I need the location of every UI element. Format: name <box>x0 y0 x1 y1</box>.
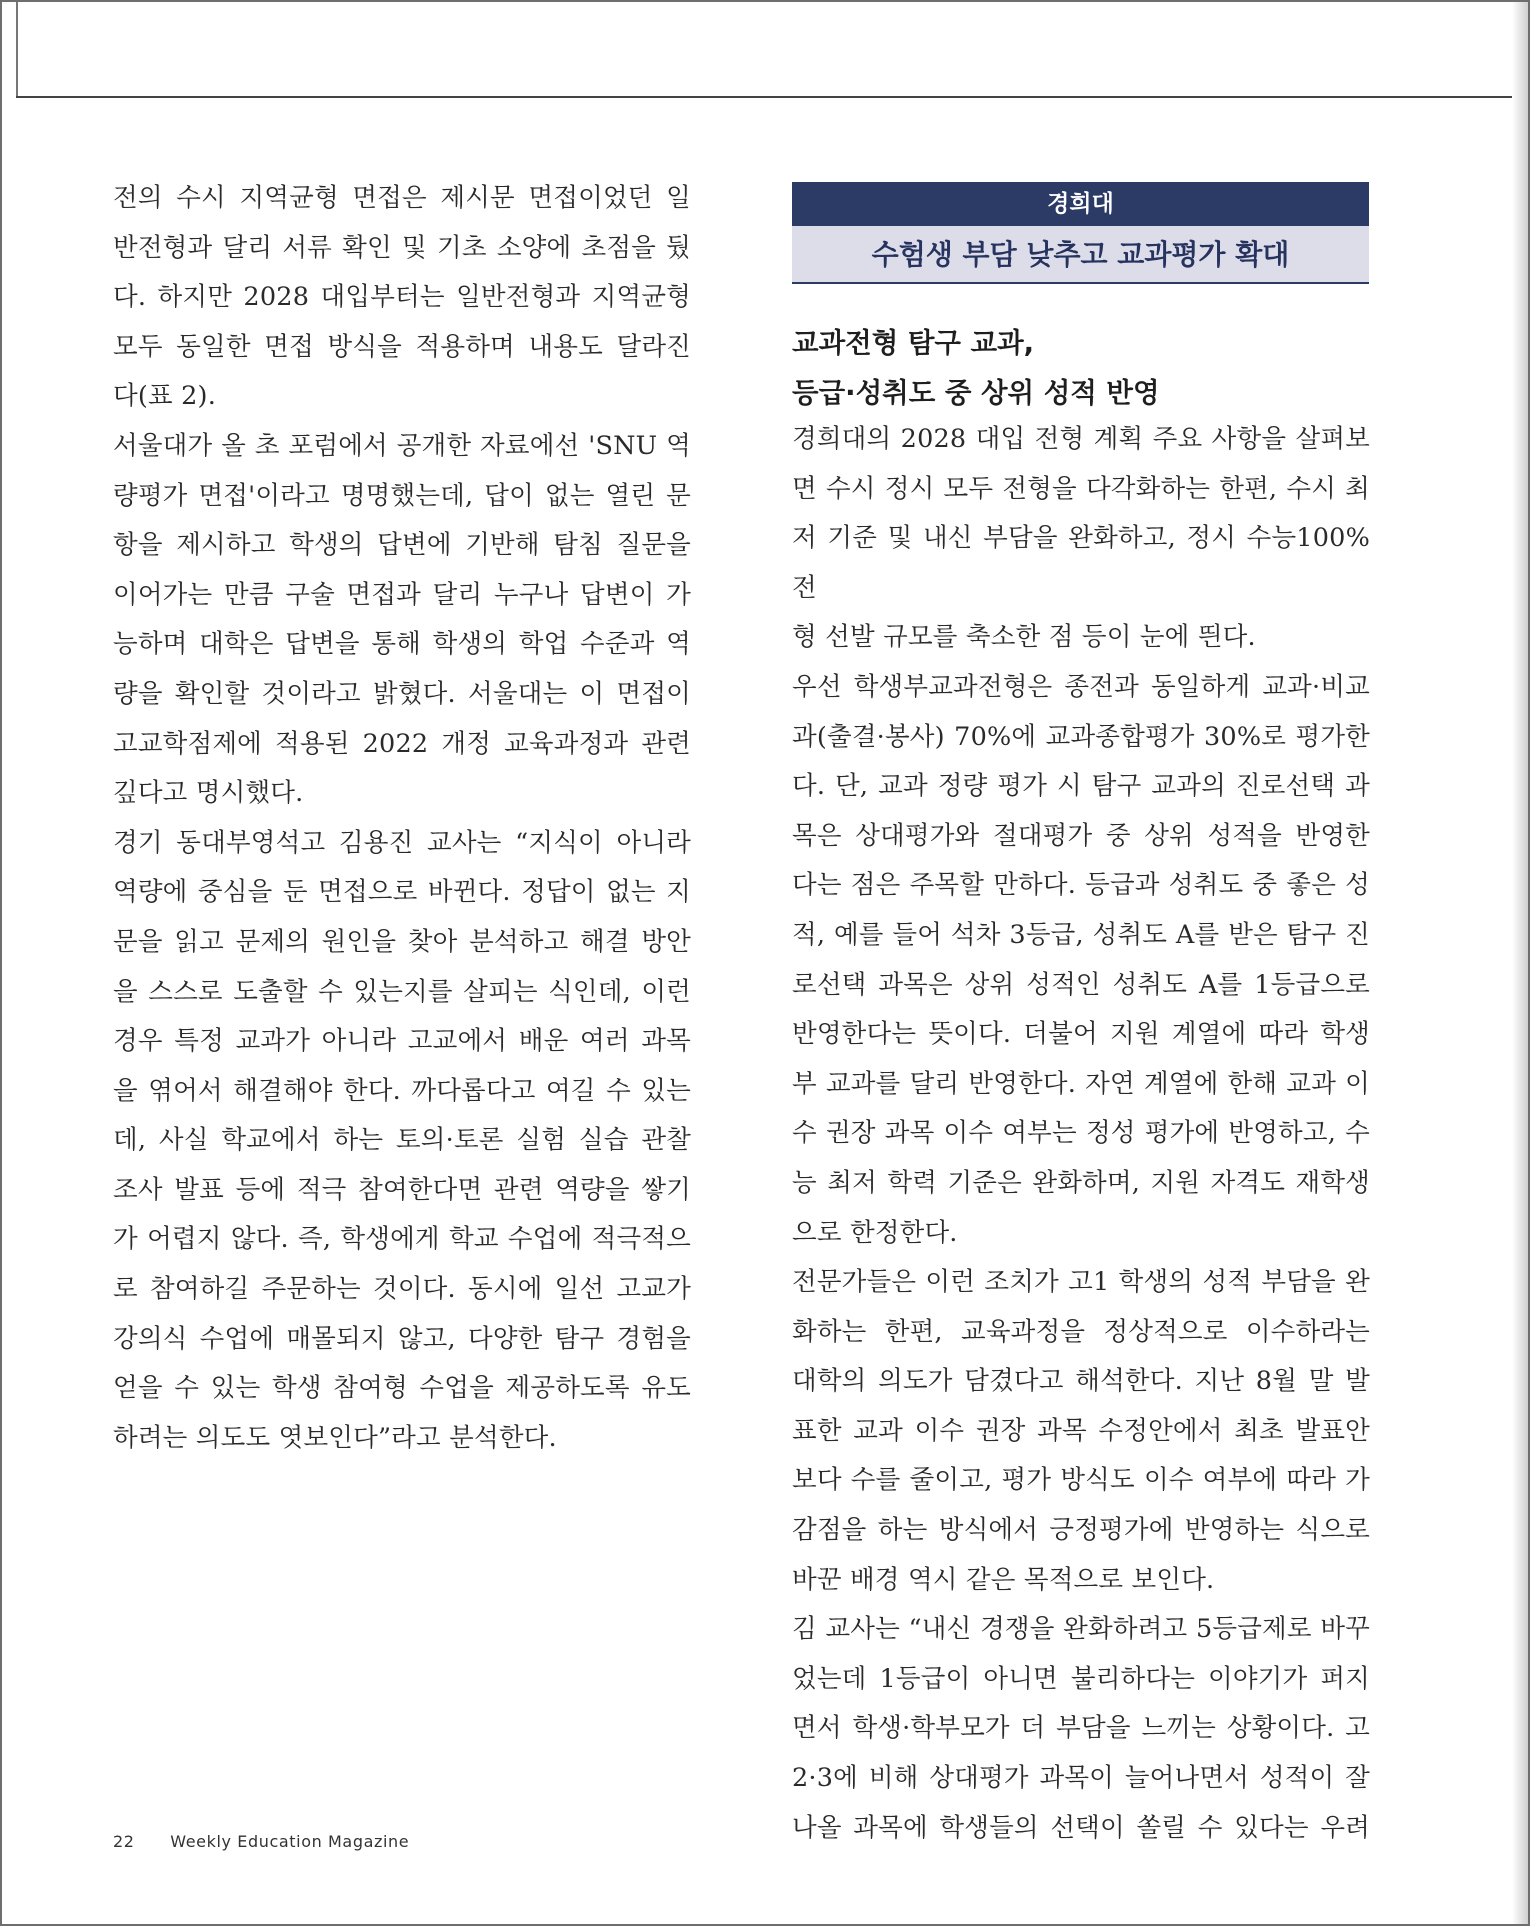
right-line: 감점을 하는 방식에서 긍정평가에 반영하는 식으로 <box>792 1515 1370 1546</box>
right-line: 부 교과를 달리 반영한다. 자연 계열에 한해 교과 이 <box>792 1068 1370 1099</box>
left-column <box>113 174 691 1463</box>
left-line: 하려는 의도도 엿보인다”라고 분석한다. <box>113 1422 557 1453</box>
right-line: 으로 한정한다. <box>792 1217 958 1248</box>
section-headline: 수험생 부담 낮추고 교과평가 확대 <box>792 226 1369 284</box>
left-line: 항을 제시하고 학생의 답변에 기반해 탐침 질문을 <box>113 530 691 561</box>
right-line: 수 권장 과목 이수 여부는 정성 평가에 반영하고, 수 <box>792 1118 1370 1149</box>
page-number: 22 <box>113 1832 135 1851</box>
right-column <box>792 415 1370 1853</box>
left-line: 경기 동대부영석고 김용진 교사는 “지식이 아니라 <box>113 827 691 858</box>
right-line: 우선 학생부교과전형은 종전과 동일하게 교과·비교 <box>792 671 1370 702</box>
right-line: 면 수시 정시 모두 전형을 다각화하는 한편, 수시 최 <box>792 473 1370 504</box>
left-line: 얻을 수 있는 학생 참여형 수업을 제공하도록 유도 <box>113 1373 691 1404</box>
left-line: 을 스스로 도출할 수 있는지를 살피는 식인데, 이런 <box>113 976 691 1007</box>
subhead-line-2: 등급·성취도 중 상위 성적 반영 <box>792 377 1160 409</box>
left-line: 량평가 면접'이라고 명명했는데, 답이 없는 열린 문 <box>113 480 691 511</box>
right-line: 보다 수를 줄이고, 평가 방식도 이수 여부에 따라 가 <box>792 1465 1370 1496</box>
left-line: 이어가는 만큼 구술 면접과 달리 누구나 답변이 가 <box>113 579 691 610</box>
left-line: 을 엮어서 해결해야 한다. 까다롭다고 여길 수 있는 <box>113 1075 691 1106</box>
right-line: 화하는 한편, 교육과정을 정상적으로 이수하라는 <box>792 1316 1370 1347</box>
left-line: 문을 읽고 문제의 원인을 찾아 분석하고 해결 방안 <box>113 926 691 957</box>
spine-line <box>16 2 18 98</box>
right-line: 었는데 1등급이 아니면 불리하다는 이야기가 퍼지 <box>792 1663 1370 1694</box>
magazine-name: Weekly Education Magazine <box>170 1832 410 1851</box>
right-line: 대학의 의도가 담겼다고 해석한다. 지난 8월 말 발 <box>792 1366 1370 1397</box>
left-line: 로 참여하길 주문하는 것이다. 동시에 일선 고교가 <box>113 1274 691 1305</box>
right-line: 경희대의 2028 대입 전형 계획 주요 사항을 살펴보 <box>792 424 1370 454</box>
left-line: 데, 사실 학교에서 하는 토의·토론 실험 실습 관찰 <box>113 1125 691 1156</box>
left-line: 조사 발표 등에 적극 참여한다면 관련 역량을 쌓기 <box>113 1174 691 1205</box>
page-footer <box>113 1832 409 1851</box>
right-line: 바꾼 배경 역시 같은 목적으로 보인다. <box>792 1564 1215 1595</box>
right-line: 목은 상대평가와 절대평가 중 상위 성적을 반영한 <box>792 820 1370 851</box>
left-line: 강의식 수업에 매몰되지 않고, 다양한 탐구 경험을 <box>113 1323 691 1354</box>
right-line: 능 최저 학력 기준은 완화하며, 지원 자격도 재학생 <box>792 1167 1370 1198</box>
right-line: 전문가들은 이런 조치가 고1 학생의 성적 부담을 완 <box>792 1267 1370 1298</box>
header-rule <box>16 96 1528 98</box>
left-line: 전의 수시 지역균형 면접은 제시문 면접이었던 일 <box>113 183 691 213</box>
left-line: 가 어렵지 않다. 즉, 학생에게 학교 수업에 적극적으 <box>113 1224 691 1255</box>
left-line: 역량에 중심을 둔 면접으로 바뀐다. 정답이 없는 지 <box>113 877 691 908</box>
right-line: 표한 교과 이수 권장 과목 수정안에서 최초 발표안 <box>792 1415 1370 1446</box>
right-line: 다. 단, 교과 정량 평가 시 탐구 교과의 진로선택 과 <box>792 771 1370 802</box>
right-line: 저 기준 및 내신 부담을 완화하고, 정시 수능100%전 <box>792 523 1370 603</box>
right-line: 형 선발 규모를 축소한 점 등이 눈에 띈다. <box>792 622 1256 653</box>
left-line: 고교학점제에 적용된 2022 개정 교육과정과 관련 <box>113 728 691 759</box>
left-line: 량을 확인할 것이라고 밝혔다. 서울대는 이 면접이 <box>113 678 691 709</box>
right-line: 적, 예를 들어 석차 3등급, 성취도 A를 받은 탐구 진 <box>792 919 1370 950</box>
left-line: 서울대가 올 초 포럼에서 공개한 자료에선 'SNU 역 <box>113 430 691 461</box>
right-line: 과(출결·봉사) 70%에 교과종합평가 30%로 평가한 <box>792 721 1370 752</box>
left-line: 다. 하지만 2028 대입부터는 일반전형과 지역균형 <box>113 282 691 313</box>
page-edge-shadow <box>1512 2 1528 1924</box>
left-line: 모두 동일한 면접 방식을 적용하며 내용도 달라진 <box>113 331 691 362</box>
right-line: 면서 학생·학부모가 더 부담을 느끼는 상황이다. 고 <box>792 1713 1370 1744</box>
right-line: 로선택 과목은 상위 성적인 성취도 A를 1등급으로 <box>792 969 1370 1000</box>
right-line: 2·3에 비해 상대평가 과목이 늘어나면서 성적이 잘 <box>792 1763 1370 1794</box>
subhead-line-1: 교과전형 탐구 교과, <box>792 327 1035 359</box>
left-line: 경우 특정 교과가 아니라 고교에서 배운 여러 과목 <box>113 1026 691 1057</box>
left-line: 능하며 대학은 답변을 통해 학생의 학업 수준과 역 <box>113 629 691 660</box>
left-line: 깊다고 명시했다. <box>113 778 304 809</box>
right-line: 김 교사는 “내신 경쟁을 완화하려고 5등급제로 바꾸 <box>792 1614 1370 1645</box>
left-line: 다(표 2). <box>113 381 216 412</box>
right-line: 나올 과목에 학생들의 선택이 쏠릴 수 있다는 우려 <box>792 1812 1370 1843</box>
right-line: 다는 점은 주목할 만하다. 등급과 성취도 중 좋은 성 <box>792 870 1370 901</box>
school-label: 경희대 <box>792 182 1369 226</box>
left-line: 반전형과 달리 서류 확인 및 기초 소양에 초점을 뒀 <box>113 232 691 263</box>
right-line: 반영한다는 뜻이다. 더불어 지원 계열에 따라 학생 <box>792 1019 1370 1050</box>
